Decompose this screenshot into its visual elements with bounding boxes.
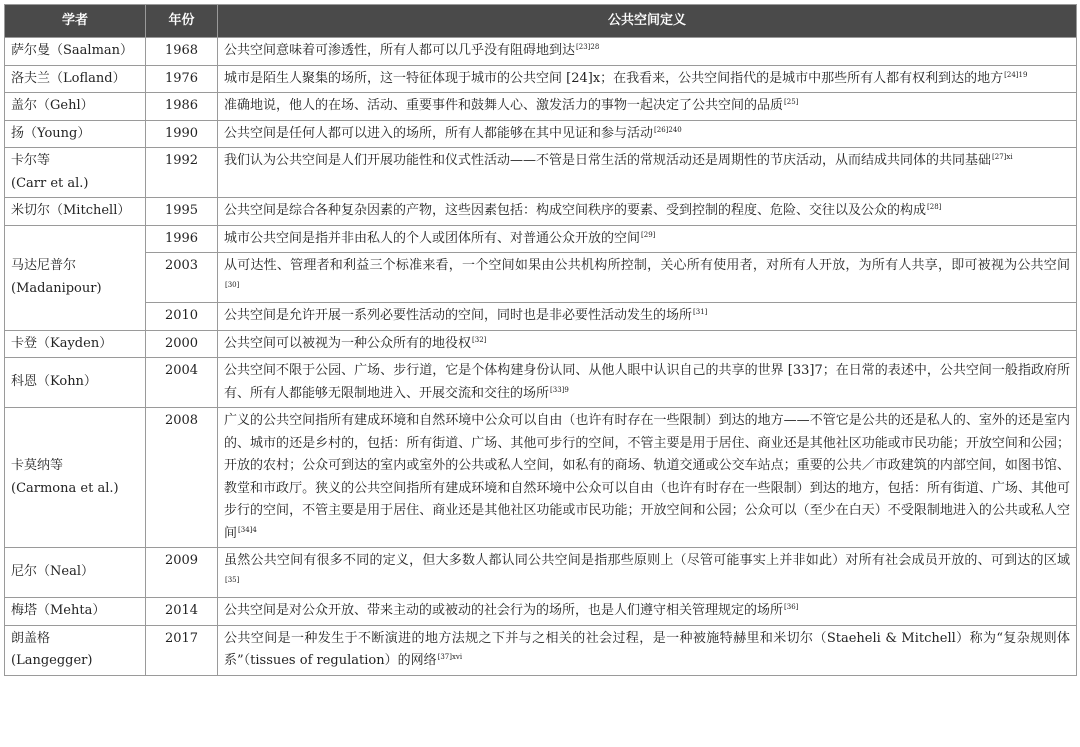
year-cell: 2000 [146, 330, 218, 358]
definition-text: 公共空间是综合各种复杂因素的产物，这些因素包括：构成空间秩序的要素、受到控制的程度、危险、交往以及公众的构成 [224, 203, 927, 218]
citation-ref: [37]xvi [437, 653, 463, 661]
definition-text: 公共空间可以被视为一种公众所有的地役权 [224, 335, 472, 351]
scholar-cell: 梅塔（Mehta） [5, 598, 146, 626]
citation-ref: [30] [225, 280, 240, 289]
definition-cell [218, 225, 1077, 253]
year-cell: 1996 [146, 225, 218, 253]
scholar-cell: 扬（Young） [5, 120, 146, 148]
table-row [5, 93, 1077, 121]
citation-ref: [31] [693, 308, 708, 316]
year-cell: 1986 [146, 93, 218, 121]
scholar-cell: 朗盖格 (Langegger) [5, 625, 146, 675]
year-cell: 2003 [146, 253, 218, 303]
table-row [5, 120, 1077, 148]
scholar-cell: 卡登（Kayden） [5, 330, 146, 358]
table-row [5, 198, 1077, 226]
scholar-cell: 卡尔等 (Carr et al.) [5, 148, 146, 198]
year-cell: 1968 [146, 38, 218, 66]
citation-ref: [35] [225, 575, 240, 584]
year-cell: 2010 [146, 303, 218, 331]
year-cell: 2008 [146, 408, 218, 548]
table-row [5, 358, 1077, 408]
citation-ref: [27]xi [992, 153, 1013, 161]
year-cell: 1976 [146, 65, 218, 93]
definition-text: 我们认为公共空间是人们开展功能性和仪式性活动——不管是日常生活的常规活动还是周期性的节庆活动，从而结成共同体的共同基础 [224, 153, 992, 168]
citation-ref: [23]28 [576, 43, 600, 51]
definition-cell [218, 38, 1077, 66]
citation-ref: [34]4 [238, 525, 257, 534]
citation-ref: [32] [472, 335, 487, 344]
scholar-cell: 米切尔（Mitchell） [5, 198, 146, 226]
definition-text: 公共空间是对公众开放、带来主动的或被动的社会行为的场所，也是人们遵守相关管理规定的场所 [224, 603, 784, 618]
citation-ref: [28] [927, 203, 942, 211]
definition-cell [218, 358, 1077, 408]
header-year: 年份 [146, 5, 218, 38]
table-row [5, 625, 1077, 675]
citation-ref: [29] [641, 230, 656, 239]
definition-text: 准确地说，他人的在场、活动、重要事件和鼓舞人心、激发活力的事物一起决定了公共空间的品质 [224, 98, 784, 113]
table-row [5, 408, 1077, 548]
scholar-cell: 盖尔（Gehl） [5, 93, 146, 121]
year-cell: 2014 [146, 598, 218, 626]
year-cell: 1992 [146, 148, 218, 198]
citation-ref: [24]19 [1004, 70, 1028, 79]
citation-ref: [33]9 [550, 385, 569, 394]
definition-cell [218, 93, 1077, 121]
definition-cell [218, 548, 1077, 598]
definition-cell [218, 330, 1077, 358]
header-row [5, 5, 1077, 38]
scholar-cell: 科恩（Kohn） [5, 358, 146, 408]
year-cell: 1990 [146, 120, 218, 148]
definition-text: 公共空间意味着可渗透性，所有人都可以几乎没有阻碍地到达 [224, 43, 576, 58]
definition-text: 公共空间不限于公园、广场、步行道，它是个体构建身份认同、从他人眼中认识自己的共享的世界 [33]7；在日常的表述中，公共空间一般指政府所有、所有人都能够无限制地进入、开展交流和交往的场所 [224, 363, 1070, 401]
definition-cell [218, 408, 1077, 548]
definition-text: 公共空间是任何人都可以进入的场所，所有人都能够在其中见证和参与活动 [224, 125, 654, 141]
table-row [5, 330, 1077, 358]
table-row [5, 548, 1077, 598]
definition-cell [218, 65, 1077, 93]
table-row [5, 253, 1077, 303]
scholar-cell: 马达尼普尔 (Madanipour) [5, 225, 146, 330]
definition-cell [218, 598, 1077, 626]
definition-cell [218, 148, 1077, 198]
header-scholar: 学者 [5, 5, 146, 38]
table-row [5, 225, 1077, 253]
year-cell: 2004 [146, 358, 218, 408]
year-cell: 1995 [146, 198, 218, 226]
table-row [5, 598, 1077, 626]
definition-text: 公共空间是允许开展一系列必要性活动的空间，同时也是非必要性活动发生的场所 [224, 308, 693, 323]
definition-cell [218, 303, 1077, 331]
definition-text: 城市公共空间是指并非由私人的个人或团体所有、对普通公众开放的空间 [224, 230, 641, 246]
definition-text: 城市是陌生人聚集的场所，这一特征体现于城市的公共空间 [24]x；在我看来，公共空间指代的是城市中那些所有人都有权利到达的地方 [224, 70, 1004, 86]
citation-ref: [26]240 [654, 125, 682, 134]
definition-text: 从可达性、管理者和利益三个标准来看，一个空间如果由公共机构所控制，关心所有使用者，对所有人开放，为所有人共享，即可被视为公共空间 [224, 258, 1070, 273]
header-definition: 公共空间定义 [218, 5, 1077, 38]
table-row [5, 65, 1077, 93]
definition-text: 广义的公共空间指所有建成环境和自然环境中公众可以自由（也许有时存在一些限制）到达的地方——不管它是公共的还是私人的、室外的还是室内的、城市的还是乡村的，包括：所有街道、广场、其他可步行的空间，不管主要是用于居住、商业还是其他社区功能或市民功能；开放空间和公园；开放的农村；公众可到达的室内或室外的公共或私人空间，如私有的商场、轨道交通或公交车站点；重要的公共／市政建筑的内部空间，如图书馆、教堂和市政厅。狭义的公共空间指所有建成环境和自然环境中公众可以自由（也许有时存在一些限制）到达的地方，包括：所有街道、广场、其他可步行的空间，不管主要是用于居住、商业还是其他社区功能或市民功能；开放空间和公园；公众可以（至少在白天）不受限制地进入的公共或私人空间 [224, 413, 1070, 541]
definition-text: 公共空间是一种发生于不断演进的地方法规之下并与之相关的社会过程，是一种被施特赫里和米切尔（Staeheli & Mitchell）称为“复杂规则体系”（tissues of regulation）的网络 [224, 630, 1070, 668]
definition-cell [218, 120, 1077, 148]
definition-cell [218, 253, 1077, 303]
scholar-cell: 萨尔曼（Saalman） [5, 38, 146, 66]
scholar-cell: 尼尔（Neal） [5, 548, 146, 598]
year-cell: 2017 [146, 625, 218, 675]
scholar-cell: 卡莫纳等 (Carmona et al.) [5, 408, 146, 548]
table-row [5, 38, 1077, 66]
definitions-table [4, 4, 1077, 676]
definition-cell [218, 198, 1077, 226]
definition-cell [218, 625, 1077, 675]
citation-ref: [36] [784, 603, 799, 611]
scholar-cell: 洛夫兰（Lofland） [5, 65, 146, 93]
citation-ref: [25] [784, 98, 799, 106]
year-cell: 2009 [146, 548, 218, 598]
table-row [5, 148, 1077, 198]
definition-text: 虽然公共空间有很多不同的定义，但大多数人都认同公共空间是指那些原则上（尽管可能事实上并非如此）对所有社会成员开放的、可到达的区域 [224, 553, 1070, 568]
table-row [5, 303, 1077, 331]
